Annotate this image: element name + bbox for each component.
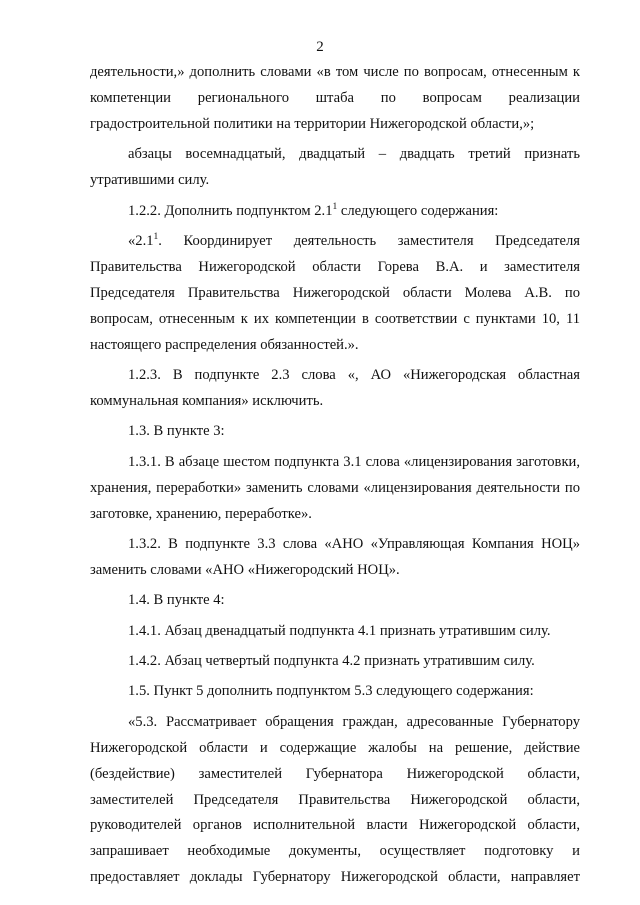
paragraph-5-3: «5.3. Рассматривает обращения граждан, адресованные Губернатору Нижегородской области и содержащие жалобы на решение, действие (бездействие) заместителей Губернатора Нижегородской области, заместителей Председателя Правительства Нижегородской области, руководителей органов исполнительной власти Нижегородской области, запрашивает необходимые документы, осуществляет подготовку и предоставляет доклады Губернатору Нижегородской области, направляет — [90, 713, 580, 886]
paragraph-abzacy: абзацы восемнадцатый, двадцатый – двадцать третий признать утратившими силу. — [90, 146, 580, 189]
paragraph-1-2-3: 1.2.3. В подпункте 2.3 слова «, АО «Нижегородская областная коммунальная компания» исключить. — [90, 366, 580, 409]
paragraph-1-2-2-superscript: 1 — [332, 201, 338, 212]
page-number: 2 — [316, 39, 324, 55]
paragraph-1-4-2: 1.4.2. Абзац четвертый подпункта 4.2 признать утратившим силу. — [128, 653, 535, 670]
paragraph-2-1-1 — [90, 229, 580, 359]
paragraph-1-2-2-before: 1.2.2. Дополнить подпунктом 2.1 — [128, 202, 333, 219]
paragraph-1-4-1: 1.4.1. Абзац двенадцатый подпункта 4.1 признать утратившим силу. — [128, 622, 551, 639]
paragraph-1-4: 1.4. В пункте 4: — [128, 592, 225, 609]
paragraph-1-3: 1.3. В пункте 3: — [128, 423, 225, 440]
paragraph-2-1-1-before: «2.1 — [128, 232, 154, 249]
paragraph-1-5: 1.5. Пункт 5 дополнить подпунктом 5.3 следующего содержания: — [128, 683, 534, 700]
document-body — [90, 60, 580, 891]
paragraph-1-2-2 — [90, 199, 580, 225]
paragraph-2-1-1-superscript: 1 — [153, 231, 159, 242]
paragraph-continuation: деятельности,» дополнить словами «в том числе по вопросам, отнесенным к компетенции регионального штаба по вопросам реализации градостроительной политики на территории Нижегородской области,»; — [90, 64, 580, 132]
paragraph-1-3-1: 1.3.1. В абзаце шестом подпункта 3.1 слова «лицензирования заготовки, хранения, переработки» заменить словами «лицензирования деятельности по заготовке, хранению, переработке». — [90, 453, 580, 522]
paragraph-1-2-2-after: следующего содержания: — [337, 202, 499, 219]
paragraph-2-1-1-after: . Координирует деятельность заместителя Председателя Правительства Нижегородской области Горева В.А. и заместителя Председателя Правительства Нижегородской области Молева А.В. по вопросам, отнесенным к их компетенции в соответствии с пунктами 10, 11 настоящего распределения обязанностей.». — [90, 232, 580, 353]
paragraph-1-3-2: 1.3.2. В подпункте 3.3 слова «АНО «Управляющая Компания НОЦ» заменить словами «АНО «Нижегородский НОЦ». — [90, 535, 580, 578]
